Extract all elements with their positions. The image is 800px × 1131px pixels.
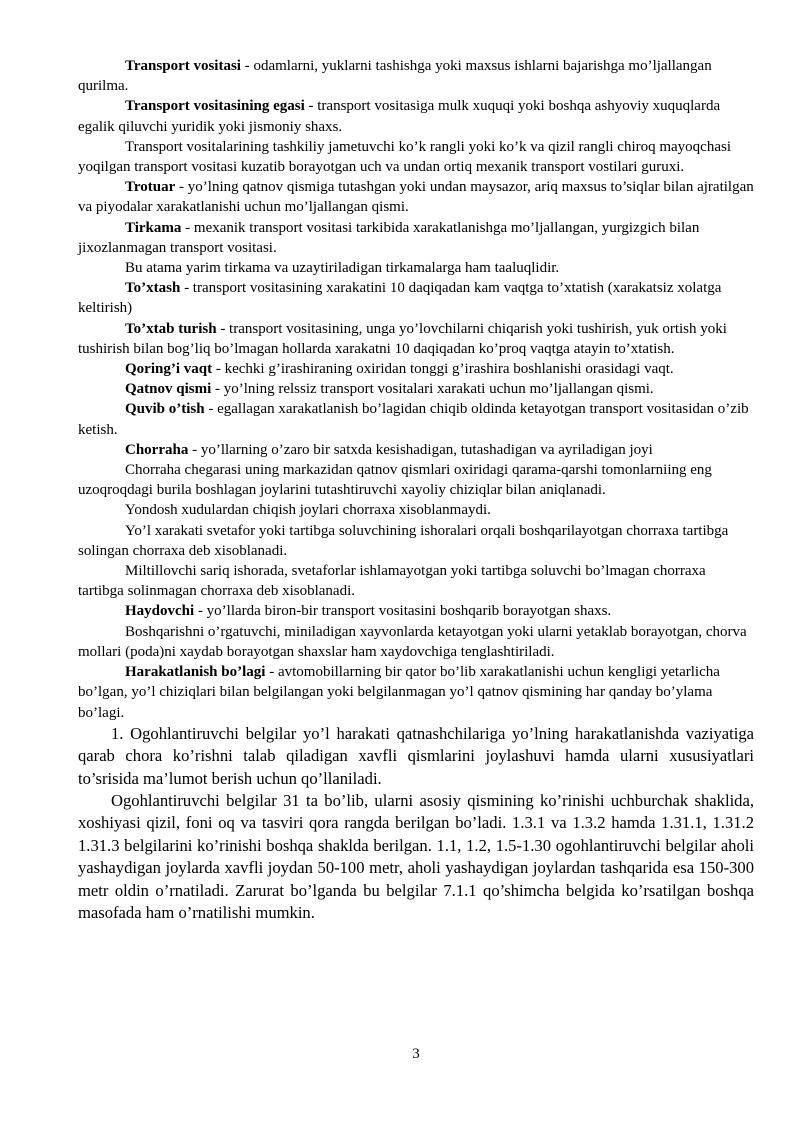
definition-toxtash [78,278,754,318]
definition-qatnov-qismi [78,379,754,399]
definition-transport-vositasining-egasi [78,96,754,136]
term: Quvib o’tish [125,401,205,418]
definition-tartibga-solinmagan [78,561,754,601]
definition-kolonna [78,137,754,177]
definition-text: Bu atama yarim tirkama va uzaytiriladigan tirkamalarga ham taaluqlidir. [125,260,560,277]
definition-text: - odamlarni, yuklarni tashishga yoki maxsus ishlarni bajarishga mo’ljallangan qurilma. [78,58,712,95]
definition-qoringi-vaqt [78,359,754,379]
definition-quvib-otish [78,399,754,439]
warning-signs-section [78,723,754,925]
definition-chorraha-chegarasi [78,460,754,500]
definition-haydovchi [78,601,754,621]
definition-text: - mexanik transport vositasi tarkibida xarakatlanishga mo’ljallangan, yurgizgich bilan jixozlanmagan transport vositasi. [78,219,700,256]
definition-text: - kechki g’irashiraning oxiridan tonggi g’irashira boshlanishi orasidagi vaqt. [212,361,674,378]
term: Chorraha [125,441,189,458]
term: To’xtab turish [125,320,217,337]
section-paragraph-2: Ogohlantiruvchi belgilar 31 ta bo’lib, ularni asosiy qismining ko’rinishi uchburchak shaklida, xoshiyasi qizil, foni oq va tasviri qora rangda berilgan bo’ladi. 1.3.1 va 1.3.2 hamda 1.31.1, 1.31.2 1.31.3 belgilarini ko’rinishi boshqa shaklda berilgan. 1.1, 1.2, 1.5-1.30 ogohlantiruvchi belgilar aholi yashaydigan joylarda xavfli joydan 50-100 metr, aholi yashaydigan joylardan tashqarida esa 150-300 metr oldin o’rnatiladi. Zarurat bo’lganda bu belgilar 7.1.1 qo’shimcha belgida ko’rsatilgan boshqa masofada ham o’rnatilishi mumkin. [78,790,754,922]
definition-note-tirkama [78,258,754,278]
definitions-list [78,56,754,723]
definition-text: - yo’llarda biron-bir transport vositasini boshqarib borayotgan shaxs. [194,603,612,620]
definition-tirkama [78,218,754,258]
term: Transport vositasi [125,58,241,74]
term: Trotuar [125,179,176,196]
definition-text: Transport vositalarining tashkiliy jametuvchi ko’k rangli yoki ko’k va qizil rangli chiroq mayoqchasi yoqilgan transport vositasi kuzatib borayotgan uch va undan ortiq mexanik transport vostilari guruxi. [78,138,731,176]
definition-toxtab-turish [78,319,754,359]
term: Qatnov qismi [125,381,212,398]
term: Haydovchi [125,603,195,620]
definition-text: Chorraha chegarasi uning markazidan qatnov qismlari oxiridagi qarama-qarshi tomonlarniing eng uzoqroqdagi burila boshlagan joylarini tutashtiruvchi xayoliy chiziqlar bilan aniqlanadi. [78,462,712,499]
definition-text: - yo’lning qatnov qismiga tutashgan yoki undan maysazor, ariq maxsus to’siqlar bilan ajratilgan va piyodalar xarakatlanishi uchun mo’ljallangan qismi. [78,179,754,216]
page-number: 3 [412,1046,420,1062]
definition-text: - avtomobillarning bir qator bo’lib xarakatlanishi uchun kengligi yetarlicha bo’lgan, yo’l chiziqlari bilan belgilangan yoki belgilanmagan yo’l qatnov qismining har qanday bo’ylama bo’lagi. [78,664,720,721]
definition-text: - yo’lning relssiz transport vositalari xarakati uchun mo’ljallangan qismi. [211,381,654,398]
term: To’xtash [125,280,181,297]
definition-trotuar [78,177,754,217]
definition-yondosh-xudud [78,500,754,520]
term: Harakatlanish bo’lagi [125,664,266,681]
definition-text: - transport vositasiga mulk xuquqi yoki boshqa ashyoviy xuquqlarda egalik qiluvchi yuridik yoki jismoniy shaxs. [78,98,721,135]
term: Transport vositasining egasi [125,98,305,115]
term: Tirkama [125,219,182,236]
section-paragraph-1: 1. Ogohlantiruvchi belgilar yo’l harakati qatnashchilariga yo’lning harakatlanishda vaziyatiga qarab chora ko’rishni talab qiladigan xavfli qismlarini joylashuvi hamda ularni xususiyatlari to’srisida ma’lumot berish uchun qo’llaniladi. [78,723,754,788]
definition-haydovchi-note [78,622,754,662]
definition-text: Yo’l xarakati svetafor yoki tartibga soluvchining ishoralari orqali boshqarilayotgan chorraxa tartibga solingan chorraxa deb xisoblanadi. [78,522,729,559]
definition-text: - egallagan xarakatlanish bo’lagidan chiqib oldinda ketayotgan transport vositasidan o’zib ketish. [78,401,749,438]
definition-tartibga-solingan [78,521,754,561]
definition-text: Boshqarishni o’rgatuvchi, miniladigan xayvonlarda ketayotgan yoki ularni yetaklab borayotgan, chorva mollari (poda)ni xaydab borayotgan shaxslar ham xaydovchiga tenglashtiriladi. [78,623,747,660]
definition-chorraha [78,440,754,460]
definition-text: Yondosh xudulardan chiqish joylari chorraxa xisoblanmaydi. [125,502,491,519]
definition-text: - transport vositasining, unga yo’lovchilarni chiqarish yoki tushirish, yuk ortish yoki tushirish bilan bog’liq bo’lmagan hollarda xarakatni 10 daqiqadan ko’proq vaqtga atayin to’xtatish. [78,320,727,357]
definition-transport-vositasi [78,56,754,96]
definition-harakatlanish-bolagi [78,662,754,723]
definition-text: - yo’llarning o’zaro bir satxda kesishadigan, tutashadigan va ayriladigan joyi [188,441,653,458]
definition-text: - transport vositasining xarakatini 10 daqiqadan kam vaqtga to’xtatish (xarakatsiz xolatga keltirish) [78,280,722,317]
term: Qoring’i vaqt [125,361,213,378]
definition-text: Miltillovchi sariq ishorada, svetaforlar ishlamayotgan yoki tartibga soluvchi bo’lmagan chorraxa tartibga solinmagan chorraxa deb xisoblanadi. [78,563,706,600]
document-page [78,56,754,924]
